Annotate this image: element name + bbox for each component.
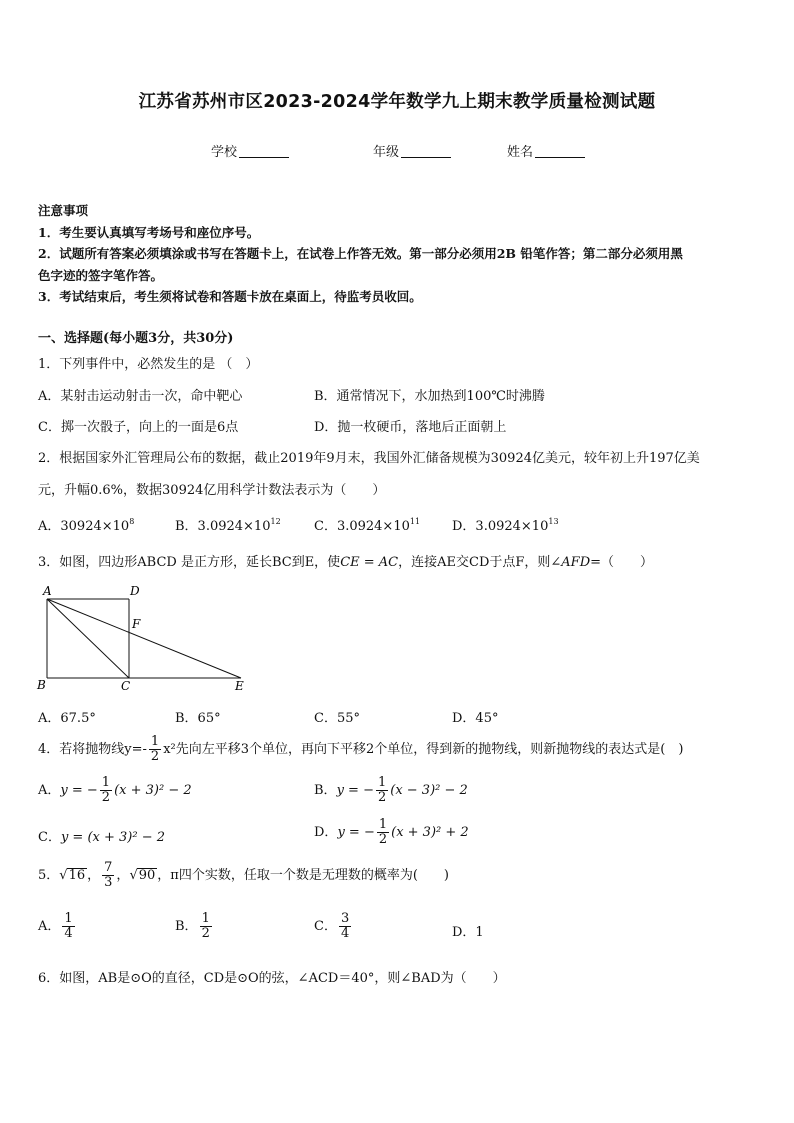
q5-b-frac [200,912,212,941]
q2-b-base: B．3.0924×10 [175,519,271,534]
note-item: 色字迹的签字笔作答。 [38,267,164,283]
q4-fraction [149,735,161,764]
q4-a-lhs: y = − [60,783,98,798]
q4-d-lhs: y = − [337,825,375,840]
notes [38,200,683,308]
school-label: 学校 [211,145,238,160]
q3-option-b[interactable]: B．65° [175,711,221,726]
q4-stem-pre: 4．若将抛物线y=- [38,742,147,757]
q3-stem-eq: CE = AC [340,555,399,570]
frac-num: 1 [150,734,160,749]
q4-option-d[interactable] [314,818,469,847]
q2-a-exp: 8 [129,517,135,526]
sqrt-sign: √ [59,868,68,883]
q1-option-c[interactable]: C．掷一次骰子，向上的一面是6点 [38,420,239,435]
note-item: 3．考试结束后，考生须将试卷和答题卡放在桌面上，待监考员收回。 [38,289,422,304]
frac-den: 4 [340,926,350,941]
q2-a-base: A．30924×10 [38,519,130,534]
q4-d-frac [377,818,389,847]
frac-num: 1 [377,775,387,790]
q2-option-c[interactable] [314,515,420,534]
q2-b-exp: 12 [270,517,281,526]
q6-stem: 6．如图，AB是⊙O的直径，CD是⊙O的弦，∠ACD＝40°，则∠BAD为（ ） [38,971,506,986]
q4-option-c[interactable] [38,826,165,845]
frac-den: 4 [64,926,73,941]
q3-stem-pre: 3．如图，四边形ABCD 是正方形，延长BC到E，使 [38,555,341,570]
frac-num: 1 [201,911,210,926]
grade-blank[interactable] [401,145,451,158]
opt-prefix: D． [314,825,338,840]
label-a: A [43,584,52,598]
q4-stem-post: x²先向左平移3个单位，再向下平移2个单位，得到新的抛物线，则新抛物线的表达式是( ) [163,742,684,757]
opt-prefix: A． [38,919,61,934]
q4-b-frac [376,776,388,805]
q5-option-b[interactable] [175,912,214,941]
q4-c-expr: y = (x + 3)² − 2 [60,830,165,845]
q4-b-rhs: (x − 3)² − 2 [390,783,468,798]
q5-c-frac [339,912,351,941]
q2-c-base: C．3.0924×10 [314,519,410,534]
name-field[interactable] [507,141,585,160]
q5-num: 5． [38,868,60,883]
opt-prefix: C． [38,830,61,845]
q3-stem [38,551,653,570]
opt-prefix: B． [314,783,337,798]
q5-stem-post: ，π四个实数，任取一个数是无理数的概率为( ) [157,868,449,883]
q4-a-frac [100,776,112,805]
q1-option-a[interactable]: A．某射击运动射击一次，命中靶心 [38,389,243,404]
sqrt-sign: √ [129,868,138,883]
segment-ae [47,599,241,678]
q3-stem-end: =（ ） [590,555,654,570]
q4-option-b[interactable] [314,776,468,805]
q3-option-c[interactable]: C．55° [314,711,360,726]
q5-sqrt-16: 16 [68,868,86,883]
q2-c-exp: 11 [409,517,421,526]
label-d: D [130,584,140,598]
name-label: 姓名 [507,145,534,160]
q5-option-c[interactable] [314,912,353,941]
frac-den: 2 [101,790,111,805]
grade-field[interactable] [373,141,451,160]
segment-ac [47,599,129,678]
opt-prefix: A． [38,783,61,798]
frac-num: 1 [64,911,73,926]
q3-stem-mid: ，连接AE交CD于点F，则 [398,555,551,570]
q3-option-a[interactable]: A．67.5° [38,711,96,726]
q1-option-b[interactable]: B．通常情况下，水加热到100℃时沸腾 [314,389,545,404]
label-e: E [235,679,244,693]
q3-stem-angle: ∠AFD [550,555,591,570]
q5-stem [38,861,449,890]
q1-option-d[interactable]: D．抛一枚硬币，落地后正面朝上 [314,420,507,435]
frac-den: 3 [104,875,113,890]
school-field[interactable] [211,141,289,160]
q4-option-a[interactable] [38,776,192,805]
q4-a-rhs: (x + 3)² − 2 [114,783,192,798]
school-blank[interactable] [239,145,289,158]
frac-den: 2 [150,749,160,764]
section-heading: 一、选择题(每小题3分，共30分) [38,331,234,346]
q2-option-b[interactable] [175,515,281,534]
comma: ， [116,868,130,883]
frac-num: 7 [104,860,113,875]
q2-d-base: D．3.0924×10 [452,519,549,534]
q4-stem [38,735,683,764]
frac-num: 1 [101,775,111,790]
q5-fraction [102,861,114,890]
note-item: 1．考生要认真填写考场号和座位序号。 [38,224,260,240]
q4-d-rhs: (x + 3)² + 2 [391,825,469,840]
note-item: 2．试题所有答案必须填涂或书写在答题卡上，在试卷上作答无效。第一部分必须用2B 铅笔作答；第二部分必须用黑 [38,246,683,261]
frac-den: 2 [378,832,388,847]
q3-option-d[interactable]: D．45° [452,711,499,726]
frac-num: 3 [340,911,350,926]
q5-option-a[interactable] [38,912,77,941]
comma: ， [87,868,101,883]
q2-option-d[interactable] [452,515,559,534]
q5-option-d[interactable]: D．1 [452,925,484,940]
frac-den: 2 [377,790,387,805]
frac-den: 2 [201,926,210,941]
q1-stem: 1．下列事件中，必然发生的是 （ ） [38,357,259,372]
frac-num: 1 [378,817,388,832]
q5-a-frac [62,912,74,941]
label-b: B [37,678,46,692]
q5-sqrt-90: 90 [138,868,156,883]
q4-b-lhs: y = − [336,783,374,798]
opt-prefix: B． [175,919,198,934]
label-f: F [132,617,141,631]
page-title: 江苏省苏州市区2023-2024学年数学九上期末教学质量检测试题 [138,92,656,112]
grade-label: 年级 [373,145,400,160]
q2-stem-line1: 2．根据国家外汇管理局公布的数据，截止2019年9月末，我国外汇储备规模为30924亿美元，较年初上升197亿美 [38,451,700,466]
q2-option-a[interactable] [38,515,134,534]
notes-heading: 注意事项 [38,203,89,218]
label-c: C [121,679,131,693]
name-blank[interactable] [535,145,585,158]
q3-figure [34,582,254,694]
opt-prefix: C． [314,919,337,934]
q2-stem-line2: 元，升幅0.6%，数据30924亿用科学计数法表示为（ ） [38,483,386,498]
q2-d-exp: 13 [548,517,559,526]
